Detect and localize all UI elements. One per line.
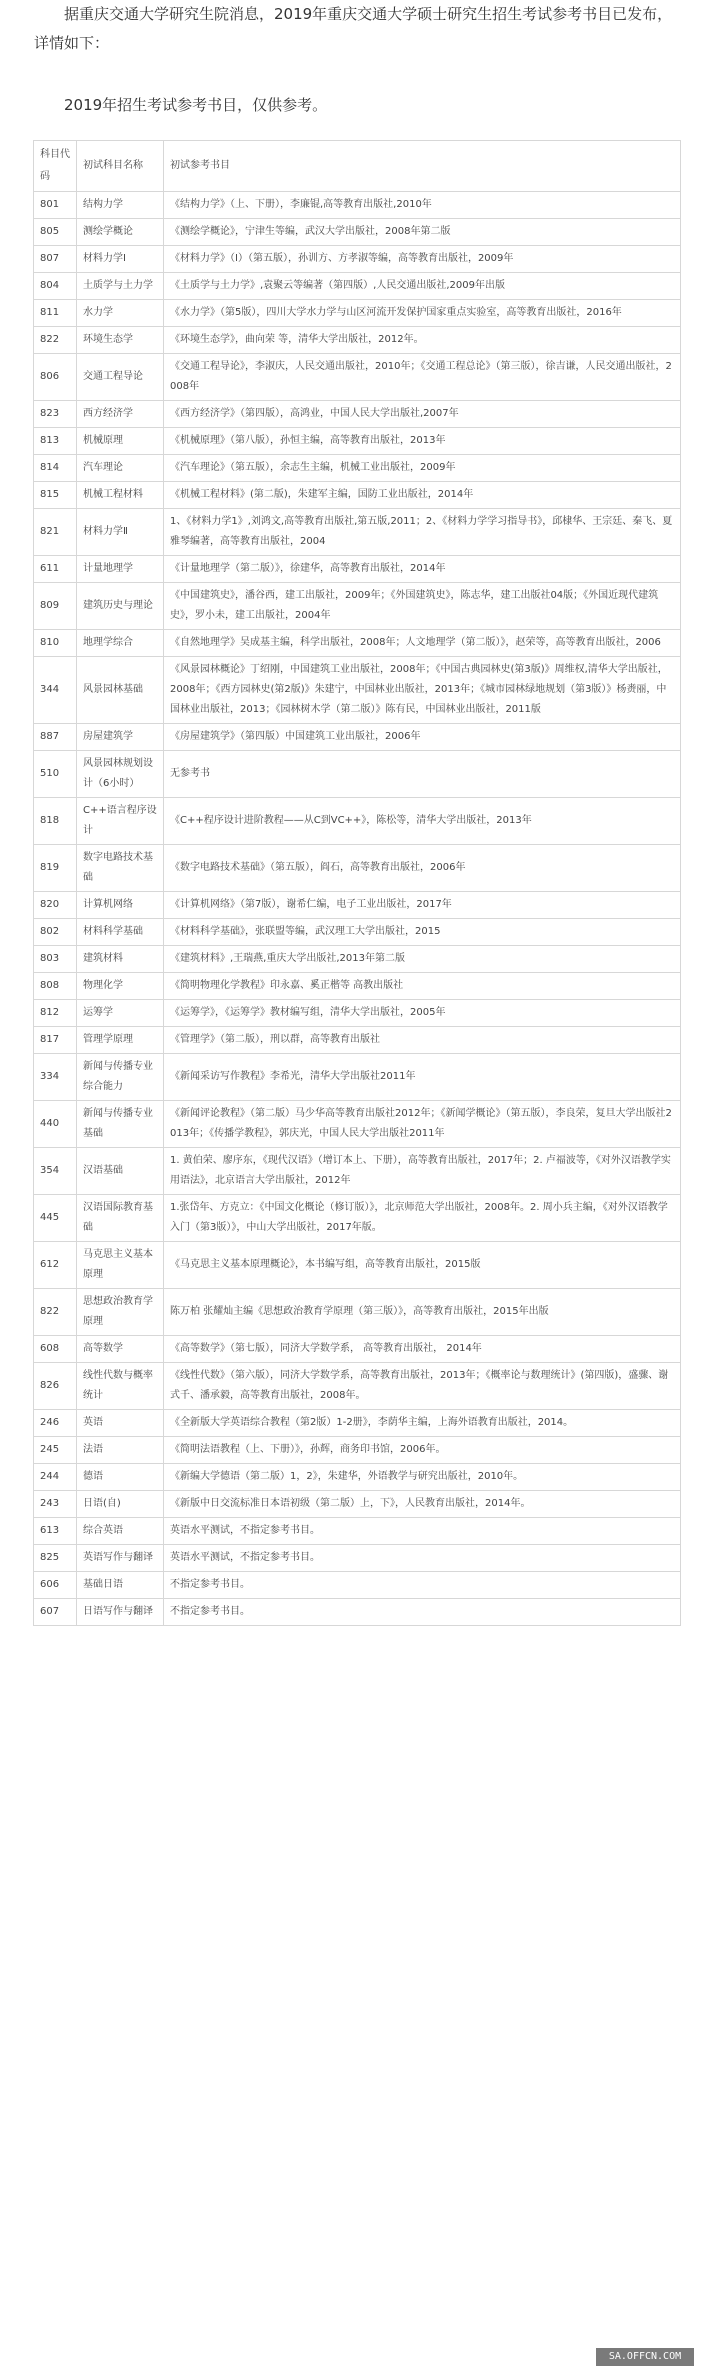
row-subject: 材料力学Ⅰ [77, 246, 164, 273]
table-row [34, 1545, 681, 1572]
row-code: 811 [34, 300, 77, 327]
row-subject: 水力学 [77, 300, 164, 327]
row-books: 《管理学》（第二版），刑以群，高等教育出版社 [164, 1027, 681, 1054]
row-subject: 数字电路技术基础 [77, 845, 164, 892]
row-code: 826 [34, 1363, 77, 1410]
row-subject: 日语(自) [77, 1491, 164, 1518]
row-subject: 风景园林基础 [77, 657, 164, 724]
table-row [34, 1599, 681, 1626]
row-books: 《房屋建筑学》（第四版）中国建筑工业出版社，2006年 [164, 724, 681, 751]
row-subject: 汉语基础 [77, 1148, 164, 1195]
row-books: 《交通工程导论》，李淑庆，人民交通出版社，2010年；《交通工程总论》（第三版），徐吉谦，人民交通出版社，2008年 [164, 354, 681, 401]
table-row [34, 1289, 681, 1336]
row-code: 815 [34, 482, 77, 509]
table-row [34, 455, 681, 482]
table-row [34, 919, 681, 946]
table-row [34, 1195, 681, 1242]
row-code: 817 [34, 1027, 77, 1054]
row-code: 344 [34, 657, 77, 724]
row-subject: 英语写作与翻译 [77, 1545, 164, 1572]
row-books: 《结构力学》（上、下册），李廉锟,高等教育出版社,2010年 [164, 192, 681, 219]
row-subject: 管理学原理 [77, 1027, 164, 1054]
row-code: 510 [34, 751, 77, 798]
row-books: 《运筹学》，《运筹学》教材编写组，清华大学出版社，2005年 [164, 1000, 681, 1027]
table-row [34, 751, 681, 798]
row-subject: 综合英语 [77, 1518, 164, 1545]
row-subject: 地理学综合 [77, 630, 164, 657]
table-row [34, 1101, 681, 1148]
table-row [34, 1000, 681, 1027]
row-subject: 汉语国际教育基础 [77, 1195, 164, 1242]
row-books: 《C++程序设计进阶教程——从C到VC++》，陈松等，清华大学出版社，2013年 [164, 798, 681, 845]
row-subject: 土质学与土力学 [77, 273, 164, 300]
row-code: 823 [34, 401, 77, 428]
table-row [34, 583, 681, 630]
table-row [34, 1572, 681, 1599]
row-code: 613 [34, 1518, 77, 1545]
row-books: 《新版中日交流标准日本语初级（第二版）上，下》，人民教育出版社，2014年。 [164, 1491, 681, 1518]
row-subject: 计算机网络 [77, 892, 164, 919]
row-books: 《水力学》（第5版），四川大学水力学与山区河流开发保护国家重点实验室，高等教育出版社，2016年 [164, 300, 681, 327]
row-code: 440 [34, 1101, 77, 1148]
row-subject: 风景园林规划设计（6小时） [77, 751, 164, 798]
row-books: 《材料科学基础》，张联盟等编，武汉理工大学出版社，2015 [164, 919, 681, 946]
row-books: 英语水平测试，不指定参考书目。 [164, 1518, 681, 1545]
table-row [34, 657, 681, 724]
row-subject: 西方经济学 [77, 401, 164, 428]
row-books: 《简明物理化学教程》印永嘉、奚正楷等 高教出版社 [164, 973, 681, 1000]
row-books: 《全新版大学英语综合教程（第2版）1-2册》，李荫华主编，上海外语教育出版社，2014。 [164, 1410, 681, 1437]
header-code: 科目代码 [34, 141, 77, 192]
row-code: 821 [34, 509, 77, 556]
table-row [34, 1242, 681, 1289]
row-books: 《测绘学概论》，宁津生等编，武汉大学出版社，2008年第二版 [164, 219, 681, 246]
row-subject: 新闻与传播专业综合能力 [77, 1054, 164, 1101]
row-books: 《马克思主义基本原理概论》，本书编写组，高等教育出版社，2015版 [164, 1242, 681, 1289]
table-row [34, 946, 681, 973]
row-subject: 环境生态学 [77, 327, 164, 354]
row-subject: 基础日语 [77, 1572, 164, 1599]
row-books: 陈万柏 张耀灿主编《思想政治教育学原理（第三版）》，高等教育出版社，2015年出版 [164, 1289, 681, 1336]
table-row [34, 219, 681, 246]
row-subject: 机械工程材料 [77, 482, 164, 509]
table-row [34, 973, 681, 1000]
row-books: 《建筑材料》,王瑞燕,重庆大学出版社,2013年第二版 [164, 946, 681, 973]
row-books: 《土质学与土力学》,袁聚云等编著（第四版）,人民交通出版社,2009年出版 [164, 273, 681, 300]
row-code: 809 [34, 583, 77, 630]
header-subject: 初试科目名称 [77, 141, 164, 192]
row-code: 810 [34, 630, 77, 657]
row-code: 813 [34, 428, 77, 455]
row-books: 《中国建筑史》，潘谷西，建工出版社，2009年；《外国建筑史》，陈志华，建工出版社04版；《外国近现代建筑史》，罗小未，建工出版社，2004年 [164, 583, 681, 630]
row-books: 《新闻评论教程》（第二版）马少华高等教育出版社2012年；《新闻学概论》（第五版），李良荣，复旦大学出版社2013年；《传播学教程》，郭庆光，中国人民大学出版社2011年 [164, 1101, 681, 1148]
row-code: 820 [34, 892, 77, 919]
row-books: 《西方经济学》（第四版），高鸿业，中国人民大学出版社,2007年 [164, 401, 681, 428]
row-code: 802 [34, 919, 77, 946]
row-subject: 结构力学 [77, 192, 164, 219]
row-subject: 物理化学 [77, 973, 164, 1000]
row-code: 607 [34, 1599, 77, 1626]
table-row [34, 1410, 681, 1437]
row-code: 819 [34, 845, 77, 892]
row-books: 1、《材料力学1》,刘鸿文,高等教育出版社,第五版,2011；2、《材料力学学习指导书》，邱棣华、王宗廷、秦飞、夏雅琴编著，高等教育出版社，2004 [164, 509, 681, 556]
row-books: 《环境生态学》，曲向荣 等，清华大学出版社，2012年。 [164, 327, 681, 354]
table-row [34, 1464, 681, 1491]
table-row [34, 300, 681, 327]
header-books: 初试参考书目 [164, 141, 681, 192]
table-row [34, 428, 681, 455]
table-header-row [34, 141, 681, 192]
row-subject: 法语 [77, 1437, 164, 1464]
intro-paragraph [34, 0, 680, 58]
row-subject: 英语 [77, 1410, 164, 1437]
row-books: 《数字电路技术基础》（第五版），阎石，高等教育出版社，2006年 [164, 845, 681, 892]
table-row [34, 482, 681, 509]
row-code: 354 [34, 1148, 77, 1195]
table-row [34, 1491, 681, 1518]
row-subject: 材料力学Ⅱ [77, 509, 164, 556]
row-books: 不指定参考书目。 [164, 1572, 681, 1599]
row-subject: 线性代数与概率统计 [77, 1363, 164, 1410]
table-row [34, 273, 681, 300]
table-row [34, 1363, 681, 1410]
row-code: 814 [34, 455, 77, 482]
row-books: 《机械工程材料》(第二版)，朱建军主编，国防工业出版社，2014年 [164, 482, 681, 509]
table-row [34, 892, 681, 919]
site-watermark: SA.OFFCN.COM [596, 2348, 694, 2366]
row-code: 245 [34, 1437, 77, 1464]
row-code: 825 [34, 1545, 77, 1572]
row-subject: 思想政治教育学原理 [77, 1289, 164, 1336]
row-code: 808 [34, 973, 77, 1000]
table-row [34, 1148, 681, 1195]
row-code: 804 [34, 273, 77, 300]
row-subject: 建筑材料 [77, 946, 164, 973]
table-row [34, 401, 681, 428]
table-row [34, 630, 681, 657]
row-code: 612 [34, 1242, 77, 1289]
row-books: 《高等数学》（第七版），同济大学数学系， 高等教育出版社， 2014年 [164, 1336, 681, 1363]
row-subject: 运筹学 [77, 1000, 164, 1027]
row-code: 611 [34, 556, 77, 583]
table-row [34, 724, 681, 751]
row-code: 807 [34, 246, 77, 273]
row-books: 《自然地理学》吴成基主编，科学出版社，2008年；人文地理学（第二版）》，赵荣等，高等教育出版社，2006 [164, 630, 681, 657]
row-books: 不指定参考书目。 [164, 1599, 681, 1626]
table-body [34, 141, 681, 1626]
table-row [34, 1027, 681, 1054]
row-code: 445 [34, 1195, 77, 1242]
row-books: 《材料力学》（Ⅰ）（第五版），孙训方、方孝淑等编，高等教育出版社，2009年 [164, 246, 681, 273]
row-code: 805 [34, 219, 77, 246]
reference-book-table [33, 140, 681, 1626]
row-subject: 机械原理 [77, 428, 164, 455]
row-books: 1.张岱年、方克立：《中国文化概论（修订版）》，北京师范大学出版社，2008年。2. 周小兵主编，《对外汉语教学入门（第3版）》，中山大学出版社，2017年版。 [164, 1195, 681, 1242]
row-code: 818 [34, 798, 77, 845]
row-code: 822 [34, 1289, 77, 1336]
table-row [34, 1437, 681, 1464]
row-code: 822 [34, 327, 77, 354]
table-row [34, 1054, 681, 1101]
row-code: 334 [34, 1054, 77, 1101]
row-code: 243 [34, 1491, 77, 1518]
row-subject: 交通工程导论 [77, 354, 164, 401]
row-books: 《汽车理论》（第五版），余志生主编，机械工业出版社，2009年 [164, 455, 681, 482]
row-subject: 材料科学基础 [77, 919, 164, 946]
table-row [34, 509, 681, 556]
subtitle: 2019年招生考试参考书目，仅供参考。 [64, 96, 328, 114]
table-row [34, 556, 681, 583]
row-code: 812 [34, 1000, 77, 1027]
row-subject: 德语 [77, 1464, 164, 1491]
row-books: 《计算机网络》（第7版），谢希仁编，电子工业出版社，2017年 [164, 892, 681, 919]
row-subject: 建筑历史与理论 [77, 583, 164, 630]
row-books: 《线性代数》（第六版），同济大学数学系，高等教育出版社，2013年；《概率论与数理统计》(第四版)，盛骤、谢式千、潘承毅，高等教育出版社，2008年。 [164, 1363, 681, 1410]
table-row [34, 798, 681, 845]
row-subject: C++语言程序设计 [77, 798, 164, 845]
row-code: 608 [34, 1336, 77, 1363]
row-books: 《风景园林概论》丁绍刚，中国建筑工业出版社，2008年；《中国古典园林史(第3版)》周维权,清华大学出版社，2008年；《西方园林史(第2版)》朱建宁，中国林业出版社，2013年；《城市园林绿地规划（第3版）》杨赉丽，中国林业出版社，2013；《园林树木学（第二版）》陈有民，中国林业出版社，2011版 [164, 657, 681, 724]
row-subject: 高等数学 [77, 1336, 164, 1363]
row-subject: 日语写作与翻译 [77, 1599, 164, 1626]
table-row [34, 845, 681, 892]
row-books: 《新闻采访写作教程》李希光，清华大学出版社2011年 [164, 1054, 681, 1101]
row-books: 《简明法语教程（上、下册）》，孙辉，商务印书馆，2006年。 [164, 1437, 681, 1464]
row-code: 806 [34, 354, 77, 401]
row-books: 无参考书 [164, 751, 681, 798]
row-subject: 新闻与传播专业基础 [77, 1101, 164, 1148]
table-row [34, 327, 681, 354]
row-books: 《新编大学德语（第二版）1，2》，朱建华，外语教学与研究出版社，2010年。 [164, 1464, 681, 1491]
row-subject: 测绘学概论 [77, 219, 164, 246]
row-subject: 计量地理学 [77, 556, 164, 583]
row-code: 606 [34, 1572, 77, 1599]
table-row [34, 1336, 681, 1363]
row-books: 英语水平测试，不指定参考书目。 [164, 1545, 681, 1572]
intro-text: 据重庆交通大学研究生院消息，2019年重庆交通大学硕士研究生招生考试参考书目已发布，详情如下： [34, 5, 673, 52]
row-subject: 汽车理论 [77, 455, 164, 482]
row-subject: 马克思主义基本原理 [77, 1242, 164, 1289]
table-row [34, 1518, 681, 1545]
table-row [34, 246, 681, 273]
row-code: 246 [34, 1410, 77, 1437]
row-code: 244 [34, 1464, 77, 1491]
row-books: 《机械原理》（第八版），孙恒主编，高等教育出版社，2013年 [164, 428, 681, 455]
row-subject: 房屋建筑学 [77, 724, 164, 751]
row-code: 887 [34, 724, 77, 751]
row-books: 1. 黄伯荣、廖序东，《现代汉语》（增订本上、下册），高等教育出版社，2017年；2. 卢福波等，《对外汉语教学实用语法》，北京语言大学出版社，2012年 [164, 1148, 681, 1195]
row-books: 《计量地理学（第二版）》，徐建华，高等教育出版社，2014年 [164, 556, 681, 583]
row-code: 801 [34, 192, 77, 219]
row-code: 803 [34, 946, 77, 973]
table-row [34, 354, 681, 401]
table-row [34, 192, 681, 219]
